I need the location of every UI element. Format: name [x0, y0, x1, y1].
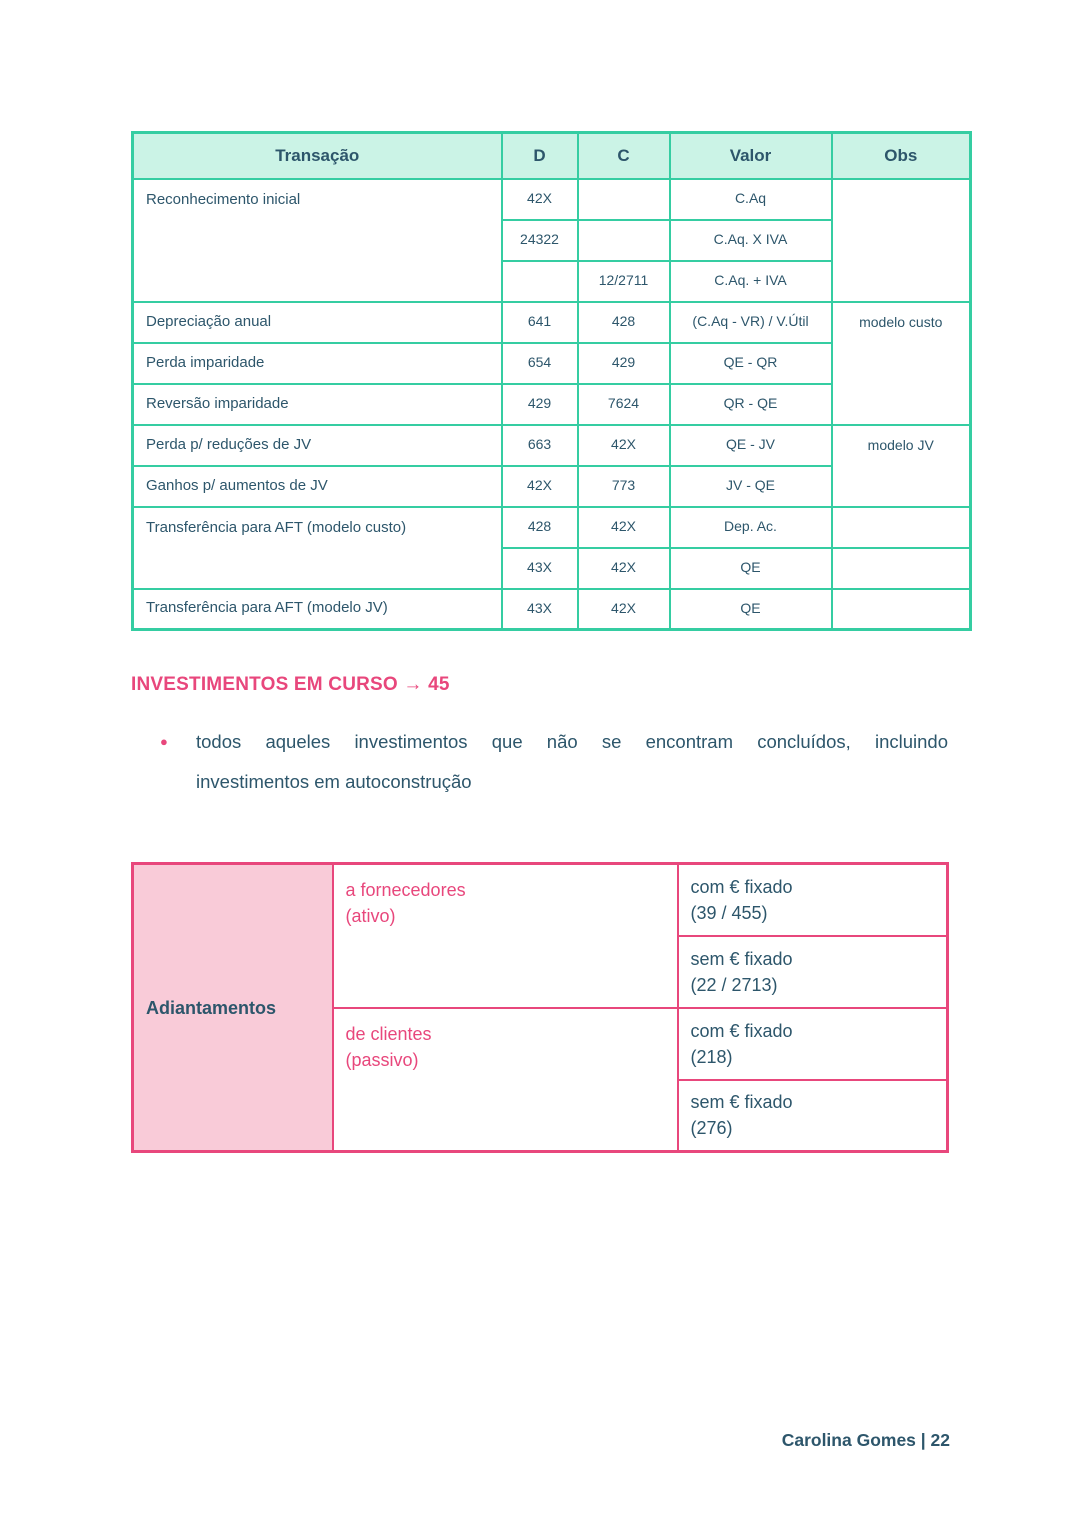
table-row — [133, 302, 971, 343]
cell-obs — [832, 507, 971, 548]
cell-valor: JV - QE — [670, 466, 832, 507]
cell-c: 42X — [578, 425, 670, 466]
option-line2: (39 / 455) — [690, 902, 768, 923]
option-line2: (276) — [690, 1118, 733, 1139]
cell-obs — [832, 548, 971, 589]
cell-c: 428 — [578, 302, 670, 343]
adiantamentos-table — [131, 862, 949, 1153]
cell-c: 42X — [578, 589, 670, 630]
option-line1: sem € fixado — [690, 1092, 793, 1113]
cell-transacao: Transferência para AFT (modelo custo) — [133, 507, 502, 589]
column-header-c: C — [578, 133, 670, 179]
table-header-row — [133, 133, 971, 179]
cell-obs — [832, 589, 971, 630]
adiantamentos-header-cell: Adiantamentos — [133, 864, 333, 1152]
transactions-table — [131, 131, 972, 631]
cell-d: 428 — [502, 507, 578, 548]
cell-d: 43X — [502, 548, 578, 589]
table-row — [133, 425, 971, 466]
bullet-text — [196, 722, 948, 802]
cell-d: 654 — [502, 343, 578, 384]
group-label-cell — [333, 864, 678, 1008]
group-label-line2: (passivo) — [345, 1049, 419, 1070]
option-cell — [678, 1080, 948, 1152]
cell-c: 42X — [578, 507, 670, 548]
cell-transacao: Ganhos p/ aumentos de JV — [133, 466, 502, 507]
option-cell — [678, 936, 948, 1008]
column-header-transacao: Transação — [133, 133, 502, 179]
cell-obs: modelo custo — [832, 302, 971, 425]
option-line2: (218) — [690, 1046, 733, 1067]
page-footer: Carolina Gomes | 22 — [781, 1430, 950, 1450]
option-line1: com € fixado — [690, 876, 793, 897]
option-cell — [678, 864, 948, 936]
cell-transacao: Perda p/ reduções de JV — [133, 425, 502, 466]
cell-d: 42X — [502, 466, 578, 507]
cell-transacao: Reversão imparidade — [133, 384, 502, 425]
bullet-text-line2: investimentos em autoconstrução — [196, 771, 472, 792]
cell-valor: QR - QE — [670, 384, 832, 425]
group-label-cell — [333, 1008, 678, 1152]
cell-valor: QE — [670, 548, 832, 589]
column-header-valor: Valor — [670, 133, 832, 179]
cell-valor: C.Aq. + IVA — [670, 261, 832, 302]
table-row — [133, 179, 971, 220]
cell-obs — [832, 179, 971, 302]
table-row — [133, 589, 971, 630]
cell-valor: QE — [670, 589, 832, 630]
cell-d — [502, 261, 578, 302]
option-line1: sem € fixado — [690, 948, 793, 969]
cell-c — [578, 179, 670, 220]
bullet-icon: ● — [160, 734, 168, 749]
cell-valor: C.Aq. X IVA — [670, 220, 832, 261]
cell-d: 24322 — [502, 220, 578, 261]
cell-c: 12/2711 — [578, 261, 670, 302]
cell-c: 773 — [578, 466, 670, 507]
cell-d: 641 — [502, 302, 578, 343]
cell-c: 429 — [578, 343, 670, 384]
cell-d: 43X — [502, 589, 578, 630]
section-heading: INVESTIMENTOS EM CURSO → 45 — [131, 674, 450, 695]
table-row — [133, 507, 971, 548]
cell-transacao: Perda imparidade — [133, 343, 502, 384]
group-label-line2: (ativo) — [345, 906, 396, 926]
cell-c: 42X — [578, 548, 670, 589]
cell-d: 429 — [502, 384, 578, 425]
option-cell — [678, 1008, 948, 1080]
column-header-d: D — [502, 133, 578, 179]
cell-c — [578, 220, 670, 261]
option-line1: com € fixado — [690, 1020, 793, 1041]
group-label-line1: a fornecedores — [345, 880, 466, 900]
bullet-text-line1: todos aqueles investimentos que não se encontram concluídos, incluindo — [196, 731, 948, 752]
cell-d: 42X — [502, 179, 578, 220]
cell-valor: QE - JV — [670, 425, 832, 466]
cell-valor: C.Aq — [670, 179, 832, 220]
column-header-obs: Obs — [832, 133, 971, 179]
cell-transacao: Transferência para AFT (modelo JV) — [133, 589, 502, 630]
group-label-line1: de clientes — [345, 1023, 432, 1044]
cell-c: 7624 — [578, 384, 670, 425]
option-line2: (22 / 2713) — [690, 974, 778, 995]
table-row — [133, 864, 948, 936]
cell-valor: QE - QR — [670, 343, 832, 384]
cell-d: 663 — [502, 425, 578, 466]
cell-transacao: Depreciação anual — [133, 302, 502, 343]
bullet-item — [160, 722, 948, 802]
cell-valor: Dep. Ac. — [670, 507, 832, 548]
cell-obs: modelo JV — [832, 425, 971, 507]
cell-transacao: Reconhecimento inicial — [133, 179, 502, 302]
cell-valor: (C.Aq - VR) / V.Útil — [670, 302, 832, 343]
